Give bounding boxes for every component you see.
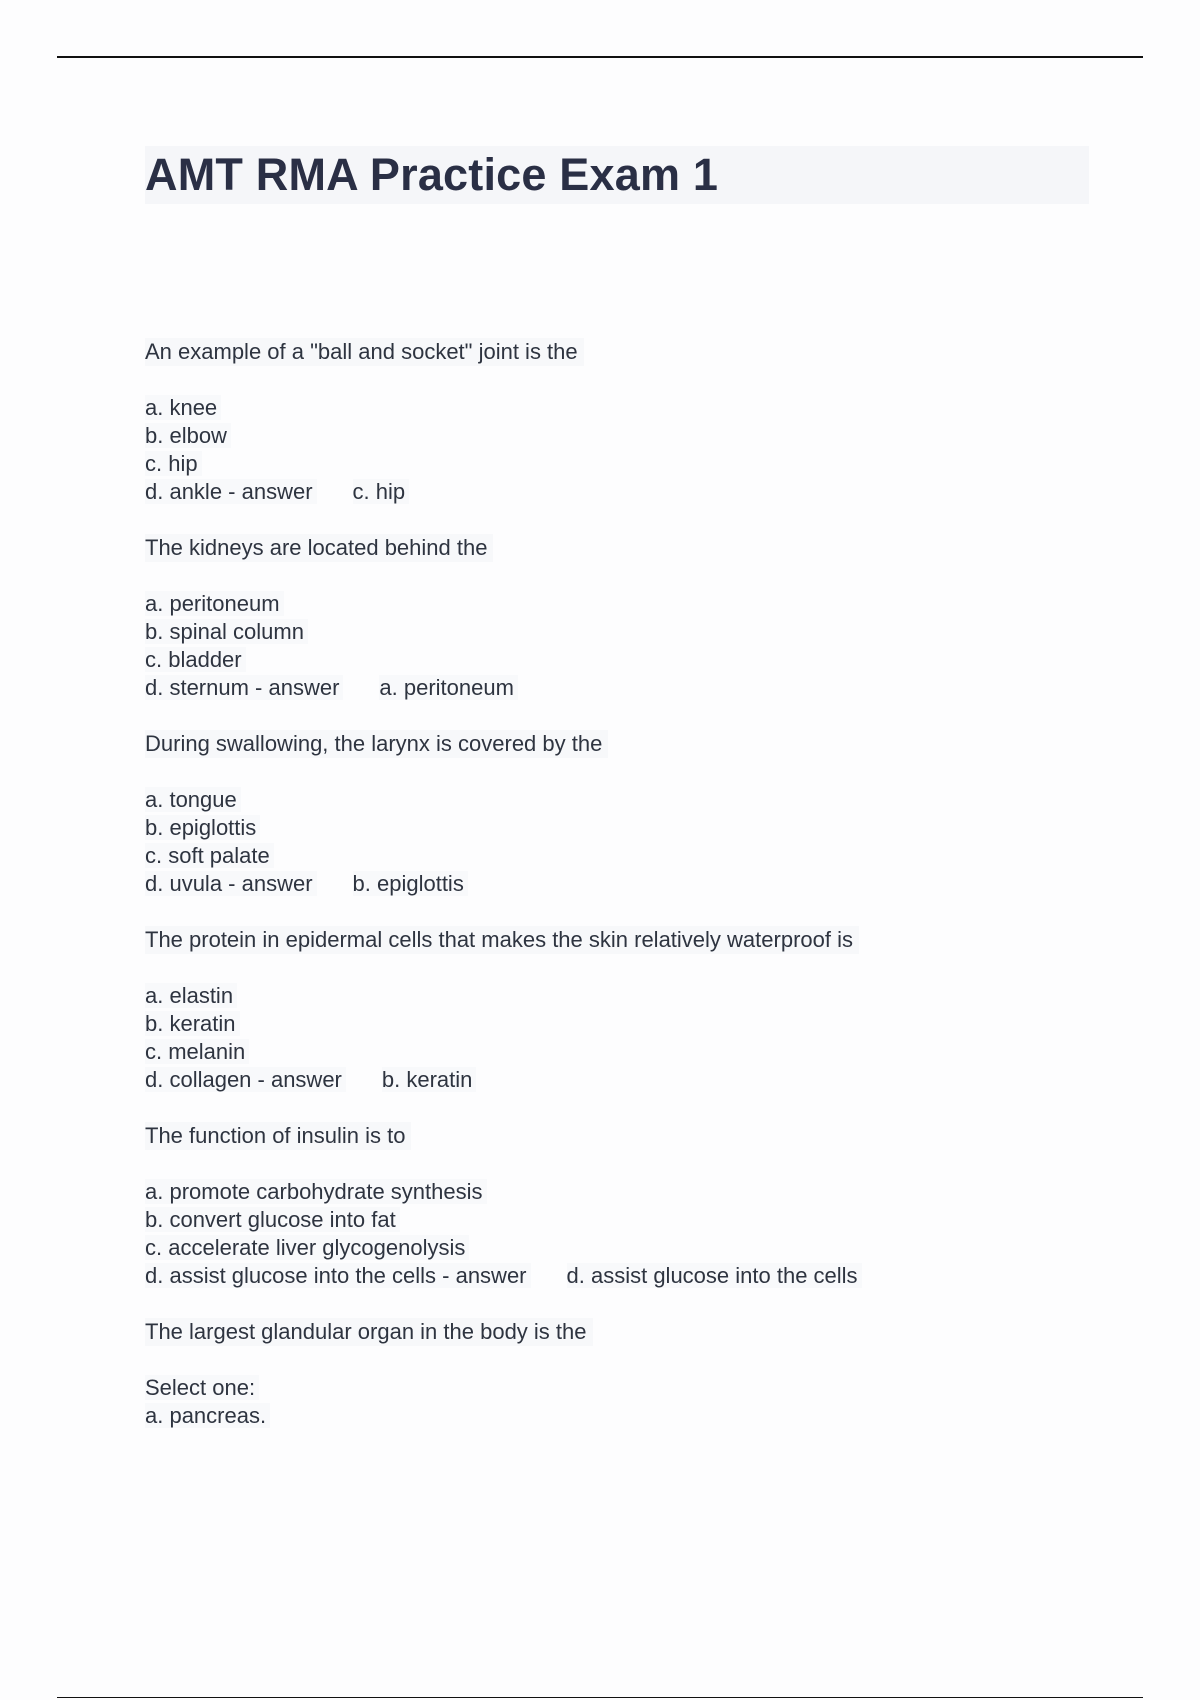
question-prompt: The protein in epidermal cells that makes the skin relatively waterproof is: [145, 926, 859, 954]
question-block: [145, 1122, 1105, 1290]
question-prompt: The largest glandular organ in the body is the: [145, 1318, 593, 1346]
question-block: [145, 338, 1105, 506]
option-item: a. promote carbohydrate synthesis: [145, 1178, 1105, 1206]
option-item: c. hip: [145, 450, 1105, 478]
option-item: b. epiglottis: [145, 814, 1105, 842]
option-item: a. tongue: [145, 786, 1105, 814]
option-answer-line: [145, 1262, 1105, 1290]
option-item: c. soft palate: [145, 842, 1105, 870]
option-list: [145, 1178, 1105, 1290]
option-last: d. assist glucose into the cells - answer: [145, 1263, 531, 1288]
option-item: a. pancreas.: [145, 1402, 1105, 1430]
option-last: d. collagen - answer: [145, 1067, 346, 1092]
option-list: [145, 1374, 1105, 1430]
question-prompt: During swallowing, the larynx is covered by the: [145, 730, 608, 758]
option-last: d. sternum - answer: [145, 675, 343, 700]
footer-rule: [57, 1697, 1143, 1698]
option-list: [145, 394, 1105, 506]
option-item: b. elbow: [145, 422, 1105, 450]
question-prompt: The kidneys are located behind the: [145, 534, 493, 562]
option-answer-line: [145, 1066, 1105, 1094]
answer-text: c. hip: [353, 479, 410, 504]
option-item: a. peritoneum: [145, 590, 1105, 618]
option-item: b. spinal column: [145, 618, 1105, 646]
option-answer-line: [145, 870, 1105, 898]
option-item: c. accelerate liver glycogenolysis: [145, 1234, 1105, 1262]
option-item: b. keratin: [145, 1010, 1105, 1038]
question-block: [145, 730, 1105, 898]
page-title: AMT RMA Practice Exam 1: [145, 149, 719, 200]
option-item: c. melanin: [145, 1038, 1105, 1066]
answer-text: d. assist glucose into the cells: [567, 1263, 862, 1288]
option-list: [145, 590, 1105, 702]
select-label: Select one:: [145, 1374, 1105, 1402]
header-rule: [57, 56, 1143, 58]
question-prompt: An example of a "ball and socket" joint is the: [145, 338, 584, 366]
question-block: [145, 926, 1105, 1094]
option-item: a. elastin: [145, 982, 1105, 1010]
option-last: d. uvula - answer: [145, 871, 317, 896]
option-item: c. bladder: [145, 646, 1105, 674]
answer-text: b. epiglottis: [353, 871, 468, 896]
question-prompt: The function of insulin is to: [145, 1122, 411, 1150]
question-block: [145, 1318, 1105, 1430]
option-answer-line: [145, 674, 1105, 702]
option-list: [145, 982, 1105, 1094]
question-list: [145, 338, 1105, 1458]
answer-text: a. peritoneum: [379, 675, 518, 700]
question-block: [145, 534, 1105, 702]
option-last: d. ankle - answer: [145, 479, 317, 504]
option-answer-line: [145, 478, 1105, 506]
option-item: b. convert glucose into fat: [145, 1206, 1105, 1234]
option-list: [145, 786, 1105, 898]
answer-text: b. keratin: [382, 1067, 477, 1092]
option-item: a. knee: [145, 394, 1105, 422]
